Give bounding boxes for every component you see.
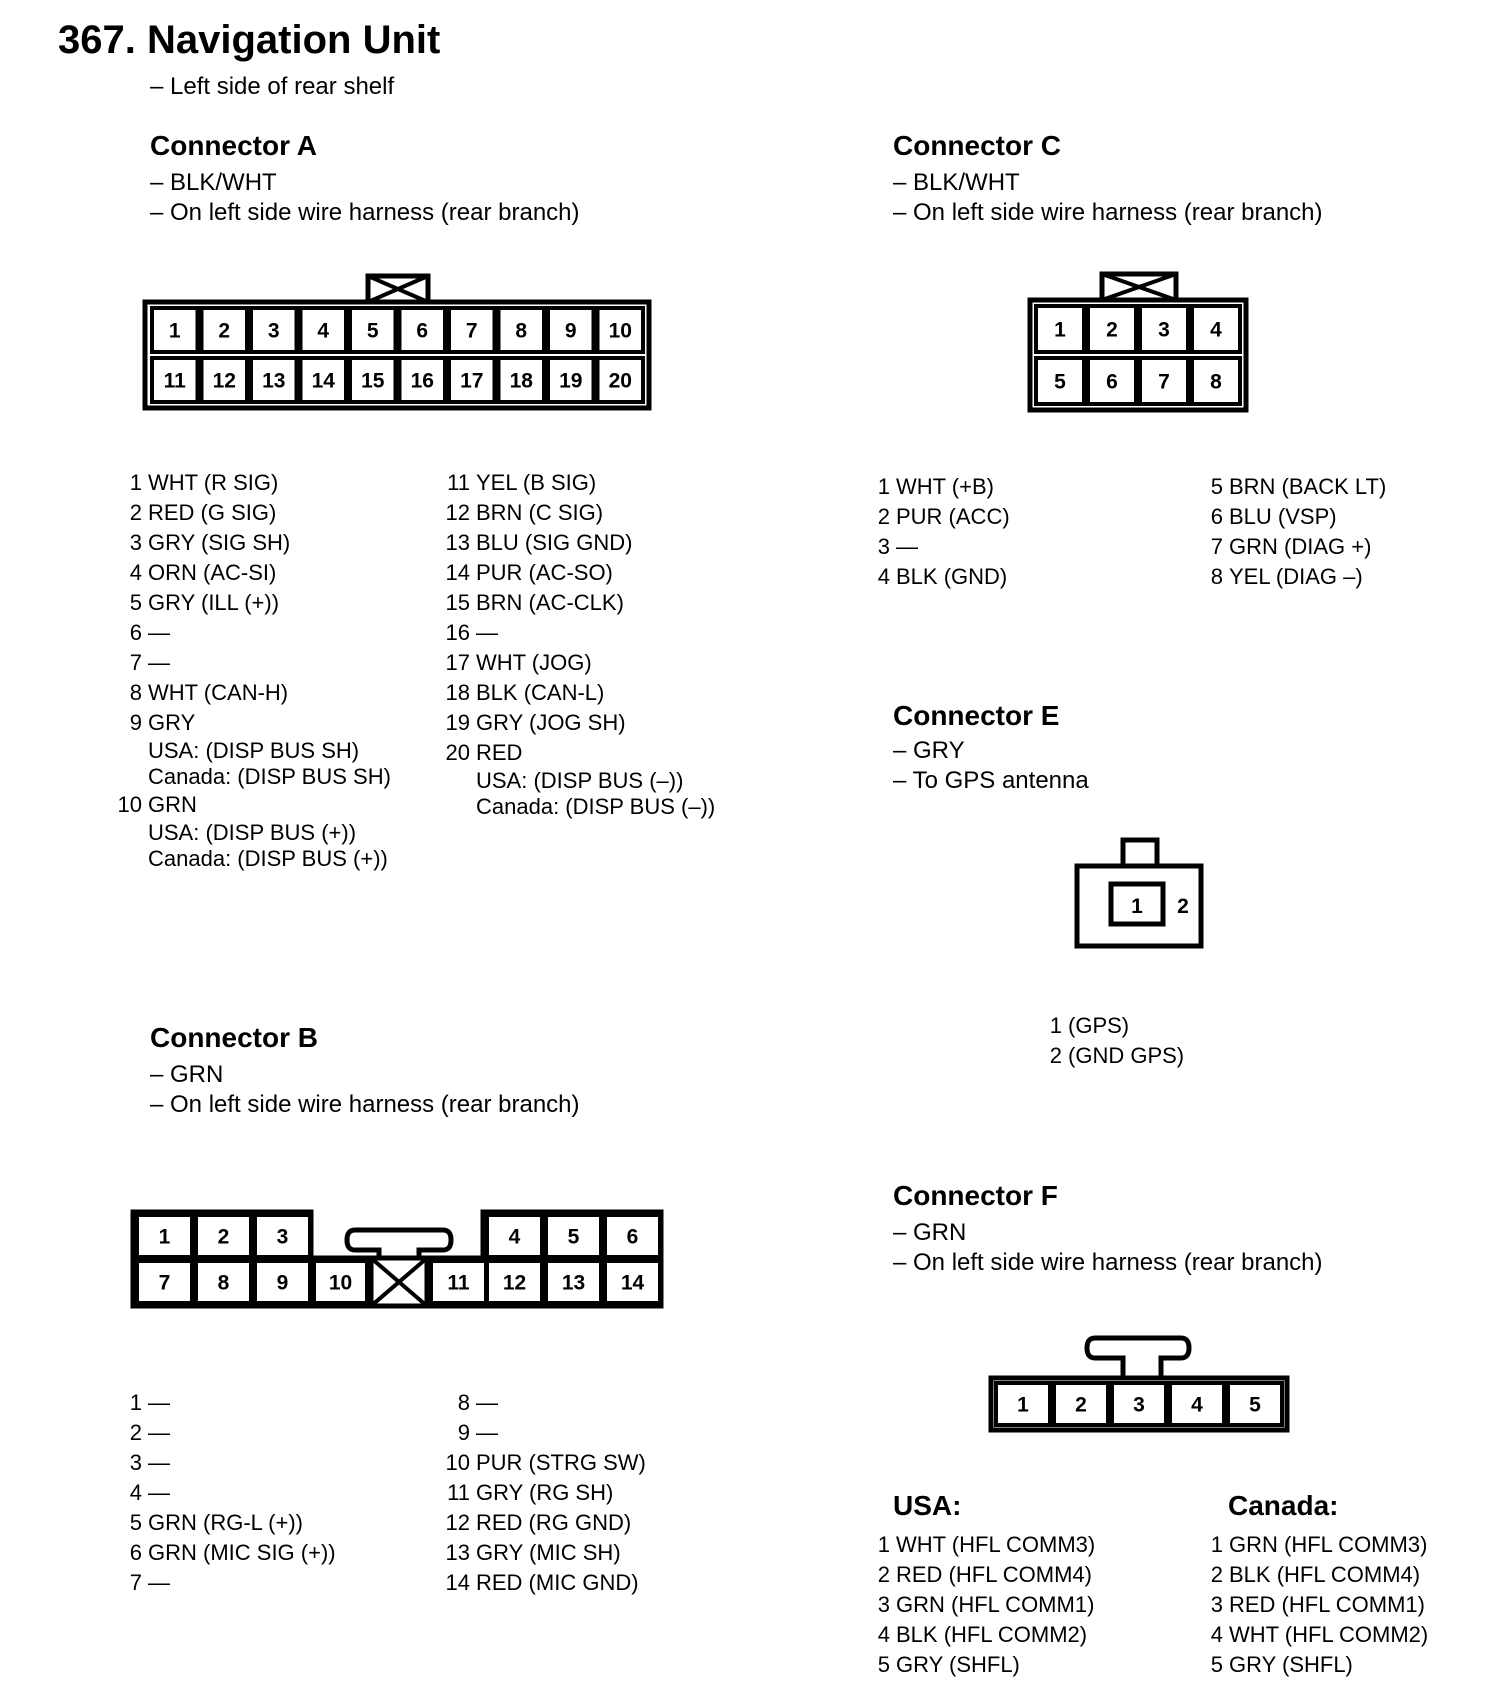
connector-b-pin-number: 11 [447,1480,470,1505]
connector-a-pin-item [440,708,760,738]
connector-a-pin-number: 11 [447,470,470,495]
connector-a-cavity-label: 16 [410,369,434,393]
connector-c-diagram [1020,262,1260,422]
connector-b-cavity-label: 13 [561,1271,586,1295]
connector-a-pin-item [440,738,760,820]
unit-location: – Left side of rear shelf [150,73,395,100]
connector-c-pin-item [860,562,1180,592]
connector-b-pin-desc: — [148,1420,170,1445]
connector-e-pin-list [1032,1011,1332,1071]
connector-f-usa-pin-list [860,1530,1180,1680]
connector-c-pin-item [860,502,1180,532]
connector-a-pin-item [440,498,760,528]
connector-a-cavity-label: 13 [262,369,286,393]
connector-f-cavity-label: 1 [1017,1393,1029,1417]
connector-a-pin-variant: USA: (DISP BUS SH) [148,738,360,763]
connector-c-pin-desc: YEL (DIAG –) [1229,564,1363,589]
connector-b-pin-number: 14 [445,1570,470,1595]
connector-a-pin-variant: Canada: (DISP BUS (–)) [476,794,716,819]
connector-f-usa-pin-desc: BLK (HFL COMM2) [896,1622,1088,1647]
connector-a-pin-number: 4 [129,560,142,585]
connector-a-pin-number: 7 [129,650,142,675]
connector-f-cavity-label: 4 [1191,1393,1203,1417]
connector-a-pin-item [112,648,432,678]
connector-b-pin-item [440,1538,760,1568]
connector-a-pin-item [440,558,760,588]
connector-b-pin-item [112,1568,432,1598]
connector-c-cavity-label: 8 [1210,370,1222,394]
connector-b-pin-desc: RED (RG GND) [476,1510,632,1535]
connector-a-pin-number: 13 [445,530,470,555]
connector-b-pin-item [112,1418,432,1448]
connector-b-pin-list-left [112,1388,432,1598]
connector-a-cavity-label: 6 [416,319,429,343]
connector-b-pin-desc: — [148,1570,170,1595]
page-number: 367. [58,18,136,62]
connector-b-cavity-label: 14 [620,1271,645,1295]
connector-b-pin-desc: GRN (RG-L (+)) [148,1510,304,1535]
connector-a-pin-item [440,618,760,648]
connector-b-pin-item [440,1508,760,1538]
connector-f-usa-pin-number: 5 [877,1652,890,1677]
connector-f-title: Connector F [893,1180,1058,1211]
connector-f-canada-pin-desc: GRN (HFL COMM3) [1229,1532,1428,1557]
connector-c-cavity-label: 1 [1054,318,1066,342]
connector-b-cavity-label: 1 [158,1225,171,1249]
connector-b-title: Connector B [150,1022,318,1053]
connector-a-cavity-label: 3 [267,319,280,343]
connector-c-pin-desc: WHT (+B) [896,474,994,499]
connector-f-canada-pin-item [1193,1530,1493,1560]
connector-b-pin-list-right [440,1388,760,1598]
connector-a-pin-number: 9 [129,710,142,735]
connector-b-pin-number: 7 [129,1570,142,1595]
connector-c-color: – BLK/WHT [893,169,1020,196]
connector-a-cavity-label: 20 [608,369,632,393]
connector-b-cavity-label: 5 [567,1225,580,1249]
connector-c-pin-number: 1 [877,474,890,499]
connector-f-lock-tab [1087,1338,1189,1378]
connector-e-pin-item [1032,1041,1332,1071]
connector-a-pin-number: 10 [117,792,142,817]
connector-f-usa-pin-desc: WHT (HFL COMM3) [896,1532,1096,1557]
connector-f-usa-pin-item [860,1650,1180,1680]
connector-a-pin-number: 5 [129,590,142,615]
connector-f-location: – On left side wire harness (rear branch) [893,1249,1323,1276]
connector-f-canada-pin-number: 3 [1210,1592,1223,1617]
connector-b-lock-tab [347,1230,451,1258]
connector-b-pin-item [440,1478,760,1508]
connector-b-pin-desc: RED (MIC GND) [476,1570,639,1595]
connector-f-canada-pin-number: 2 [1210,1562,1223,1587]
connector-c-pin-number: 8 [1210,564,1223,589]
connector-f-canada-title: Canada: [1228,1490,1339,1521]
connector-b-cavity-label: 10 [328,1271,353,1295]
connector-a-cavity-label: 12 [212,369,236,393]
connector-c-pin-number: 6 [1210,504,1223,529]
connector-a-pin-item [112,558,432,588]
connector-c-pin-desc: BLK (GND) [896,564,1008,589]
connector-e-pin-number: 2 [1049,1043,1062,1068]
connector-a-pin-desc: WHT (CAN-H) [148,680,289,705]
connector-a-cavity-label: 2 [218,319,231,343]
connector-a-pin-item [112,678,432,708]
connector-a-pin-item [440,678,760,708]
connector-b-pin-item [112,1478,432,1508]
connector-f-usa-pin-desc: RED (HFL COMM4) [896,1562,1092,1587]
connector-a-pin-desc: — [476,620,498,645]
connector-e-cavity-label: 2 [1177,895,1189,918]
connector-b-cavity-label: 9 [276,1271,289,1295]
connector-a-pin-item [112,588,432,618]
connector-f-cavity-label: 3 [1133,1393,1145,1417]
connector-b-cavity-label: 3 [276,1225,289,1249]
connector-c-cavity-label: 2 [1106,318,1118,342]
connector-a-pin-item [440,588,760,618]
connector-b-pin-desc: — [148,1480,170,1505]
connector-a-pin-desc: GRY [148,710,196,735]
connector-b-pin-number: 10 [445,1450,470,1475]
connector-b-pin-item [440,1568,760,1598]
connector-a-pin-desc: GRY (JOG SH) [476,710,626,735]
connector-b-cavity-label: 11 [447,1271,470,1295]
connector-a-pin-desc: GRN [148,792,197,817]
connector-f-usa-pin-number: 4 [877,1622,890,1647]
connector-a-pin-variant: Canada: (DISP BUS SH) [148,764,391,789]
connector-e-location: – To GPS antenna [893,767,1089,794]
connector-a-pin-item [112,528,432,558]
connector-b-pin-item [112,1508,432,1538]
connector-a-cavity-label: 15 [361,369,385,393]
connector-b-pin-number: 2 [129,1420,142,1445]
connector-a-pin-item [440,528,760,558]
connector-a-cavity-label: 1 [168,319,181,343]
connector-e-diagram [1065,834,1215,954]
connector-a-pin-number: 8 [129,680,142,705]
connector-a-pin-number: 2 [129,500,142,525]
connector-b-pin-desc: GRY (RG SH) [476,1480,614,1505]
connector-b-pin-number: 3 [129,1450,142,1475]
connector-a-pin-desc: RED [476,740,523,765]
connector-a-pin-desc: GRY (SIG SH) [148,530,291,555]
connector-c-location: – On left side wire harness (rear branch) [893,199,1323,226]
connector-c-pin-number: 3 [877,534,890,559]
connector-a-location: – On left side wire harness (rear branch) [150,199,580,226]
connector-a-cavity-label: 4 [317,319,330,343]
connector-c-pin-item [1193,502,1493,532]
connector-b-pin-item [440,1448,760,1478]
connector-b-diagram [125,1200,685,1320]
connector-b-cavity-label: 8 [217,1271,230,1295]
connector-a-cavity-label: 17 [460,369,484,393]
connector-c-pin-desc: PUR (ACC) [896,504,1010,529]
connector-a-pin-number: 1 [129,470,142,495]
connector-e-title: Connector E [893,700,1060,731]
connector-c-cavity-label: 5 [1054,370,1066,394]
connector-b-pin-number: 4 [129,1480,142,1505]
connector-a-pin-item [112,708,432,790]
connector-a-color: – BLK/WHT [150,169,277,196]
connector-c-pin-desc: — [896,534,918,559]
connector-f-color: – GRN [893,1219,967,1246]
connector-b-pin-item [440,1418,760,1448]
connector-a-pin-desc: GRY (ILL (+)) [148,590,280,615]
connector-c-pin-item [1193,562,1493,592]
connector-c-pin-desc: BLU (VSP) [1229,504,1337,529]
connector-b-pin-number: 6 [129,1540,142,1565]
connector-f-usa-pin-number: 3 [877,1592,890,1617]
connector-a-pin-desc: — [148,650,170,675]
connector-b-pin-desc: — [148,1450,170,1475]
connector-c-pin-number: 7 [1210,534,1223,559]
connector-f-usa-pin-item [860,1530,1180,1560]
connector-b-pin-item [112,1388,432,1418]
connector-b-cavity-label: 2 [217,1225,230,1249]
connector-f-canada-pin-item [1193,1650,1493,1680]
connector-f-canada-pin-item [1193,1560,1493,1590]
connector-a-cavity-label: 10 [608,319,632,343]
connector-a-diagram [130,260,670,420]
connector-c-pin-number: 4 [877,564,890,589]
connector-b-pin-item [112,1448,432,1478]
page-title [58,18,440,63]
connector-a-pin-item [440,648,760,678]
connector-a-pin-desc: RED (G SIG) [148,500,277,525]
connector-a-pin-desc: ORN (AC-SI) [148,560,277,585]
connector-a-cavity-label: 19 [559,369,583,393]
connector-a-pin-number: 16 [445,620,470,645]
connector-a-pin-item [112,468,432,498]
connector-a-pin-desc: WHT (R SIG) [148,470,279,495]
connector-b-pin-desc: PUR (STRG SW) [476,1450,646,1475]
connector-b-pin-desc: GRN (MIC SIG (+)) [148,1540,336,1565]
connector-c-pin-desc: BRN (BACK LT) [1229,474,1387,499]
connector-a-pin-number: 3 [129,530,142,555]
connector-b-pin-desc: GRY (MIC SH) [476,1540,621,1565]
connector-a-title: Connector A [150,130,317,161]
connector-c-cavity-label: 7 [1158,370,1170,394]
connector-a-pin-number: 15 [445,590,470,615]
connector-c-pin-number: 5 [1210,474,1223,499]
connector-b-pin-desc: — [476,1420,498,1445]
connector-a-cavity-label: 9 [564,319,577,343]
connector-f-canada-pin-item [1193,1590,1493,1620]
connector-a-pin-number: 19 [445,710,470,735]
connector-a-pin-desc: BRN (C SIG) [476,500,604,525]
page-title-text: Navigation Unit [146,18,441,62]
connector-a-pin-item [440,468,760,498]
connector-c-pin-item [1193,532,1493,562]
connector-c-cavity-label: 3 [1158,318,1170,342]
connector-f-canada-pin-list [1193,1530,1493,1680]
connector-f-usa-title: USA: [893,1490,962,1521]
connector-a-pin-desc: — [148,620,170,645]
connector-c-title: Connector C [893,130,1061,161]
connector-a-pin-list-left [112,468,432,872]
connector-f-canada-pin-number: 1 [1210,1532,1223,1557]
connector-b-pin-number: 8 [457,1390,470,1415]
connector-c-pin-item [860,532,1180,562]
connector-e-pin-desc: (GPS) [1068,1013,1130,1038]
connector-f-usa-pin-item [860,1560,1180,1590]
connector-e-cavity-label: 1 [1131,895,1143,918]
connector-a-pin-item [112,790,432,872]
connector-a-pin-number: 14 [445,560,470,585]
connector-f-diagram [985,1330,1295,1440]
connector-f-canada-pin-desc: RED (HFL COMM1) [1229,1592,1425,1617]
connector-a-pin-desc: BRN (AC-CLK) [476,590,624,615]
connector-e-pin-item [1032,1011,1332,1041]
connector-b-cavity-label: 7 [158,1271,171,1295]
connector-f-canada-pin-desc: WHT (HFL COMM2) [1229,1622,1429,1647]
connector-b-cavity-label: 4 [508,1225,521,1249]
connector-b-pin-desc: — [476,1390,498,1415]
connector-e-color: – GRY [893,737,965,764]
connector-a-cavity-label: 11 [163,369,186,393]
connector-f-usa-pin-item [860,1620,1180,1650]
connector-f-canada-pin-number: 4 [1210,1622,1223,1647]
connector-c-pin-list-left [860,472,1180,592]
connector-b-pin-number: 9 [457,1420,470,1445]
connector-a-pin-desc: YEL (B SIG) [476,470,597,495]
connector-a-pin-number: 18 [445,680,470,705]
connector-c-cavity-label: 4 [1210,318,1222,342]
connector-b-pin-number: 13 [445,1540,470,1565]
connector-b-pin-number: 1 [129,1390,142,1415]
connector-c-pin-item [860,472,1180,502]
connector-f-canada-pin-desc: BLK (HFL COMM4) [1229,1562,1421,1587]
connector-f-canada-pin-number: 5 [1210,1652,1223,1677]
connector-a-pin-variant: USA: (DISP BUS (+)) [148,820,357,845]
connector-f-cavity-label: 5 [1249,1393,1261,1417]
connector-a-cavity-label: 5 [366,319,379,343]
connector-f-canada-pin-item [1193,1620,1493,1650]
connector-b-location: – On left side wire harness (rear branch) [150,1091,580,1118]
connector-a-pin-variant: USA: (DISP BUS (–)) [476,768,684,793]
connector-f-usa-pin-number: 2 [877,1562,890,1587]
connector-a-pin-number: 20 [445,740,470,765]
connector-b-pin-item [440,1388,760,1418]
connector-a-pin-number: 17 [445,650,470,675]
connector-a-pin-desc: WHT (JOG) [476,650,592,675]
connector-a-pin-desc: BLK (CAN-L) [476,680,605,705]
connector-a-cavity-label: 14 [311,369,335,393]
connector-f-cavity-label: 2 [1075,1393,1087,1417]
connector-b-cavity-label: 6 [626,1225,639,1249]
connector-a-pin-item [112,498,432,528]
connector-c-pin-item [1193,472,1493,502]
connector-c-pin-desc: GRN (DIAG +) [1229,534,1372,559]
connector-b-pin-number: 5 [129,1510,142,1535]
connector-a-pin-desc: PUR (AC-SO) [476,560,613,585]
connector-b-pin-item [112,1538,432,1568]
connector-a-pin-list-right [440,468,760,820]
connector-b-color: – GRN [150,1061,224,1088]
connector-a-pin-item [112,618,432,648]
connector-a-pin-number: 12 [445,500,470,525]
connector-b-pin-desc: — [148,1390,170,1415]
connector-a-cavity-label: 7 [465,319,478,343]
connector-c-cavity-label: 6 [1106,370,1118,394]
connector-c-pin-list-right [1193,472,1493,592]
connector-e-pin-desc: (GND GPS) [1068,1043,1185,1068]
connector-f-usa-pin-number: 1 [877,1532,890,1557]
connector-f-canada-pin-desc: GRY (SHFL) [1229,1652,1353,1677]
connector-b-cavity-label: 12 [502,1271,527,1295]
connector-a-cavity-label: 18 [509,369,533,393]
connector-f-usa-pin-item [860,1590,1180,1620]
connector-c-pin-number: 2 [877,504,890,529]
connector-f-usa-pin-desc: GRY (SHFL) [896,1652,1020,1677]
connector-a-pin-number: 6 [129,620,142,645]
connector-f-usa-pin-desc: GRN (HFL COMM1) [896,1592,1095,1617]
connector-a-pin-desc: BLU (SIG GND) [476,530,633,555]
connector-b-pin-number: 12 [445,1510,470,1535]
connector-a-cavity-label: 8 [515,319,528,343]
connector-a-pin-variant: Canada: (DISP BUS (+)) [148,846,388,871]
connector-e-pin-number: 1 [1049,1013,1062,1038]
